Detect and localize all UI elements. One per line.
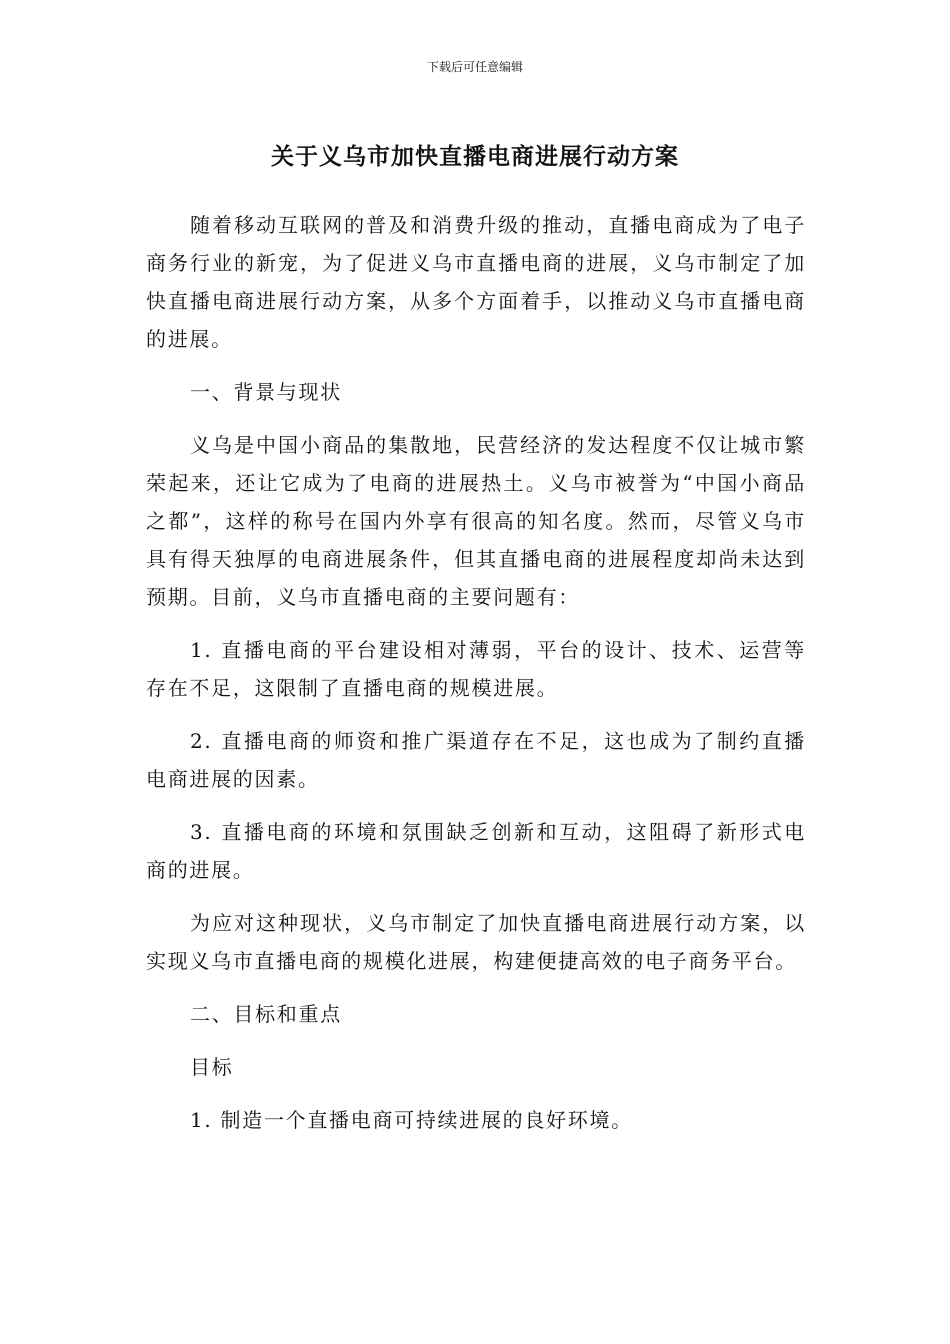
problem-item-1: 1. 直播电商的平台建设相对薄弱，平台的设计、技术、运营等存在不足，这限制了直播电商的规模进展。	[146, 638, 806, 700]
section-1-heading: 一、背景与现状	[190, 380, 342, 404]
section-2-heading: 二、目标和重点	[190, 1002, 342, 1026]
goal-item-1: 1. 制造一个直播电商可持续进展的良好环境。	[190, 1108, 633, 1132]
document-body	[146, 206, 806, 1154]
problem-item-3: 3. 直播电商的环境和氛围缺乏创新和互动，这阻碍了新形式电商的进展。	[146, 820, 806, 882]
header-note: 下载后可任意编辑	[426, 60, 523, 74]
document-title: 关于义乌市加快直播电商进展行动方案	[271, 144, 679, 170]
goals-subheading: 目标	[190, 1055, 234, 1079]
section-1-paragraph-2: 为应对这种现状，义乌市制定了加快直播电商进展行动方案，以实现义乌市直播电商的规模化进展，构建便捷高效的电子商务平台。	[146, 911, 806, 973]
intro-paragraph: 随着移动互联网的普及和消费升级的推动，直播电商成为了电子商务行业的新宠，为了促进义乌市直播电商的进展，义乌市制定了加快直播电商进展行动方案，从多个方面着手，以推动义乌市直播电商的进展。	[146, 213, 806, 351]
problem-item-2: 2. 直播电商的师资和推广渠道存在不足，这也成为了制约直播电商进展的因素。	[146, 729, 806, 791]
section-1-paragraph-1: 义乌是中国小商品的集散地，民营经济的发达程度不仅让城市繁荣起来，还让它成为了电商的进展热土。义乌市被誉为“中国小商品之都”，这样的称号在国内外享有很高的知名度。然而，尽管义乌市具有得天独厚的电商进展条件，但其直播电商的进展程度却尚未达到预期。目前，义乌市直播电商的主要问题有：	[146, 433, 806, 609]
